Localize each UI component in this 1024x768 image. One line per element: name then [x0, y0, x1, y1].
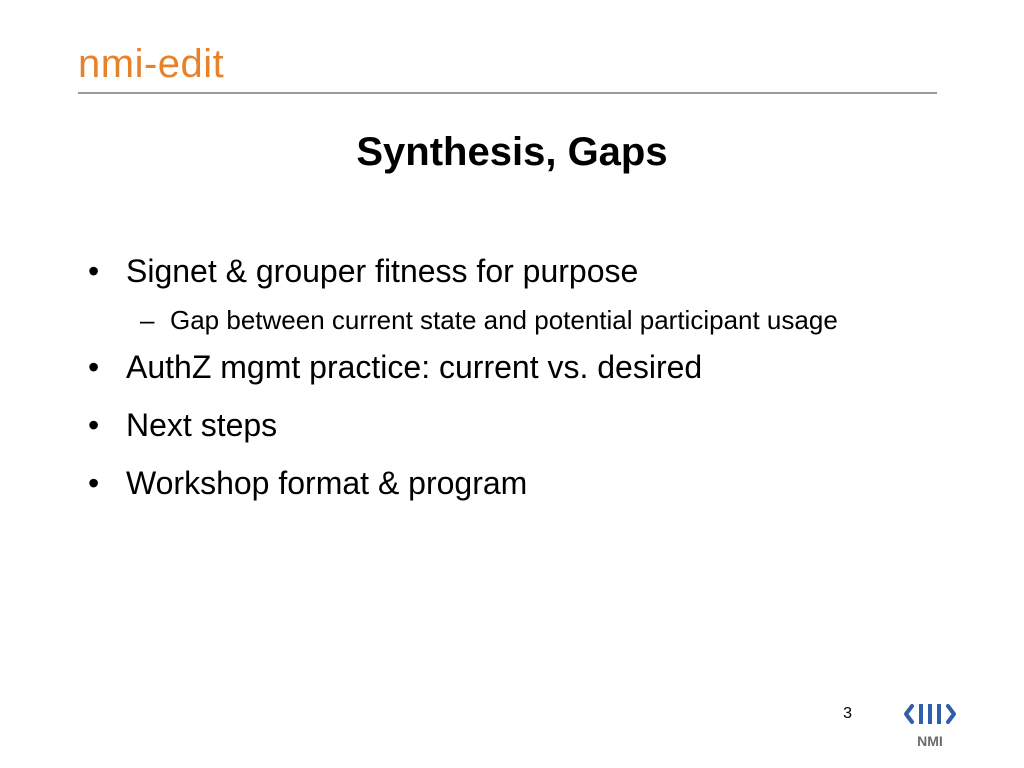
page-number: 3 — [843, 705, 852, 722]
bullet-item — [88, 458, 928, 508]
bullet-text: Signet & grouper fitness for purpose — [126, 253, 639, 289]
nmi-logo — [900, 694, 960, 750]
dash-icon: – — [140, 305, 155, 335]
sub-bullet-item — [88, 302, 928, 338]
brand-title: nmi-edit — [78, 42, 225, 86]
svg-text:NMI: NMI — [917, 733, 943, 749]
slide-title: Synthesis, Gaps — [356, 130, 668, 174]
bullet-icon: • — [88, 253, 100, 289]
bullet-text: AuthZ mgmt practice: current vs. desired — [126, 349, 703, 385]
header-rule — [78, 92, 937, 94]
nmi-logo-icon — [900, 694, 960, 750]
bullet-text: Workshop format & program — [126, 465, 528, 501]
bullet-icon: • — [88, 465, 100, 501]
bullet-item — [88, 246, 928, 296]
bullet-icon: • — [88, 349, 100, 385]
bullet-item — [88, 342, 928, 392]
bullet-item — [88, 400, 928, 450]
sub-bullet-text: Gap between current state and potential participant usage — [170, 305, 838, 335]
bullet-list — [88, 246, 928, 516]
bullet-text: Next steps — [126, 407, 278, 443]
bullet-icon: • — [88, 407, 100, 443]
